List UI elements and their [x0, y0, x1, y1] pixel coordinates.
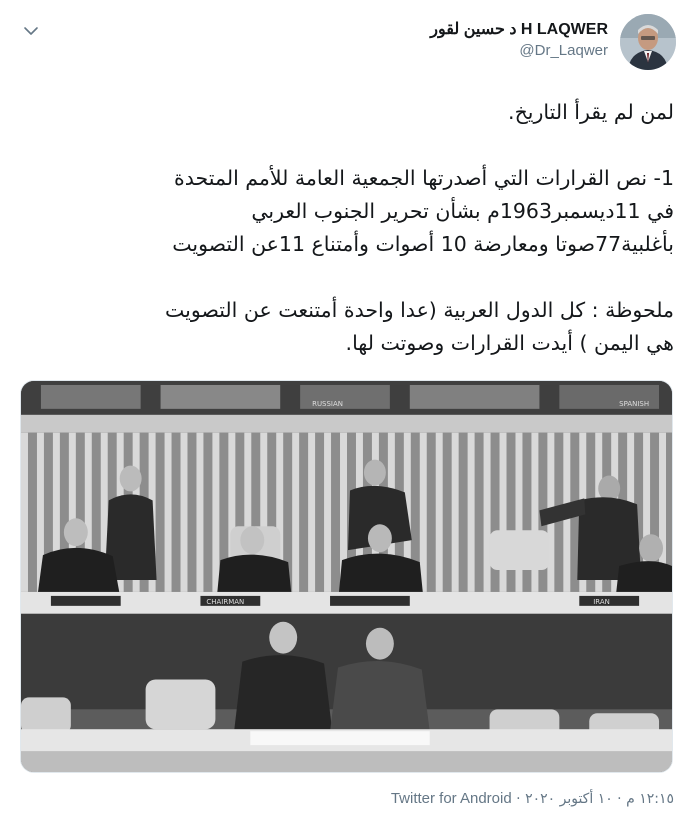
tweet-footer — [20, 790, 674, 814]
footer-separator: · — [511, 791, 526, 807]
tweet-text — [20, 96, 674, 360]
tweet-line: لمن لم يقرأ التاريخ. — [508, 100, 674, 124]
tweet-line: بأغلبية77صوتا ومعارضة 10 أصوات وأمتناع 11عن التصويت — [172, 232, 674, 256]
tweet-line: 1- نص القرارات التي أصدرتها الجمعية العامة للأمم المتحدة — [174, 166, 674, 190]
placard-spanish: SPANISH — [619, 399, 650, 408]
chevron-down-icon — [20, 20, 42, 42]
tweet-line: في 11ديسمبر1963م بشأن تحرير الجنوب العربي — [251, 199, 674, 223]
placard-russian: RUSSIAN — [312, 399, 343, 408]
more-options-button[interactable] — [20, 20, 42, 42]
tweet-header — [20, 14, 676, 76]
placard-iran: IRAN — [593, 597, 610, 606]
avatar[interactable] — [620, 14, 676, 70]
tweet-photo[interactable] — [20, 380, 673, 773]
tweet-timestamp[interactable]: ١٢:١٥ م · ١٠ أكتوبر ٢٠٢٠ — [525, 791, 674, 807]
placard-chairman: CHAIRMAN — [206, 597, 245, 606]
tweet-line: هي اليمن ) أيدت القرارات وصوتت لها. — [345, 331, 674, 355]
tweet-blank-line — [20, 129, 674, 162]
tweet-blank-line — [20, 261, 674, 294]
tweet-line: ملحوظة : كل الدول العربية (عدا واحدة أمتنعت عن التصويت — [165, 298, 674, 322]
avatar-image — [620, 14, 676, 70]
un-assembly-photo — [21, 381, 672, 772]
tweet-source-link[interactable]: Twitter for Android — [390, 790, 512, 807]
author-block[interactable] — [430, 20, 608, 62]
author-handle[interactable]: @Dr_Laqwer — [519, 42, 608, 59]
author-display-name[interactable]: د حسين لقور H LAQWER — [430, 21, 608, 38]
